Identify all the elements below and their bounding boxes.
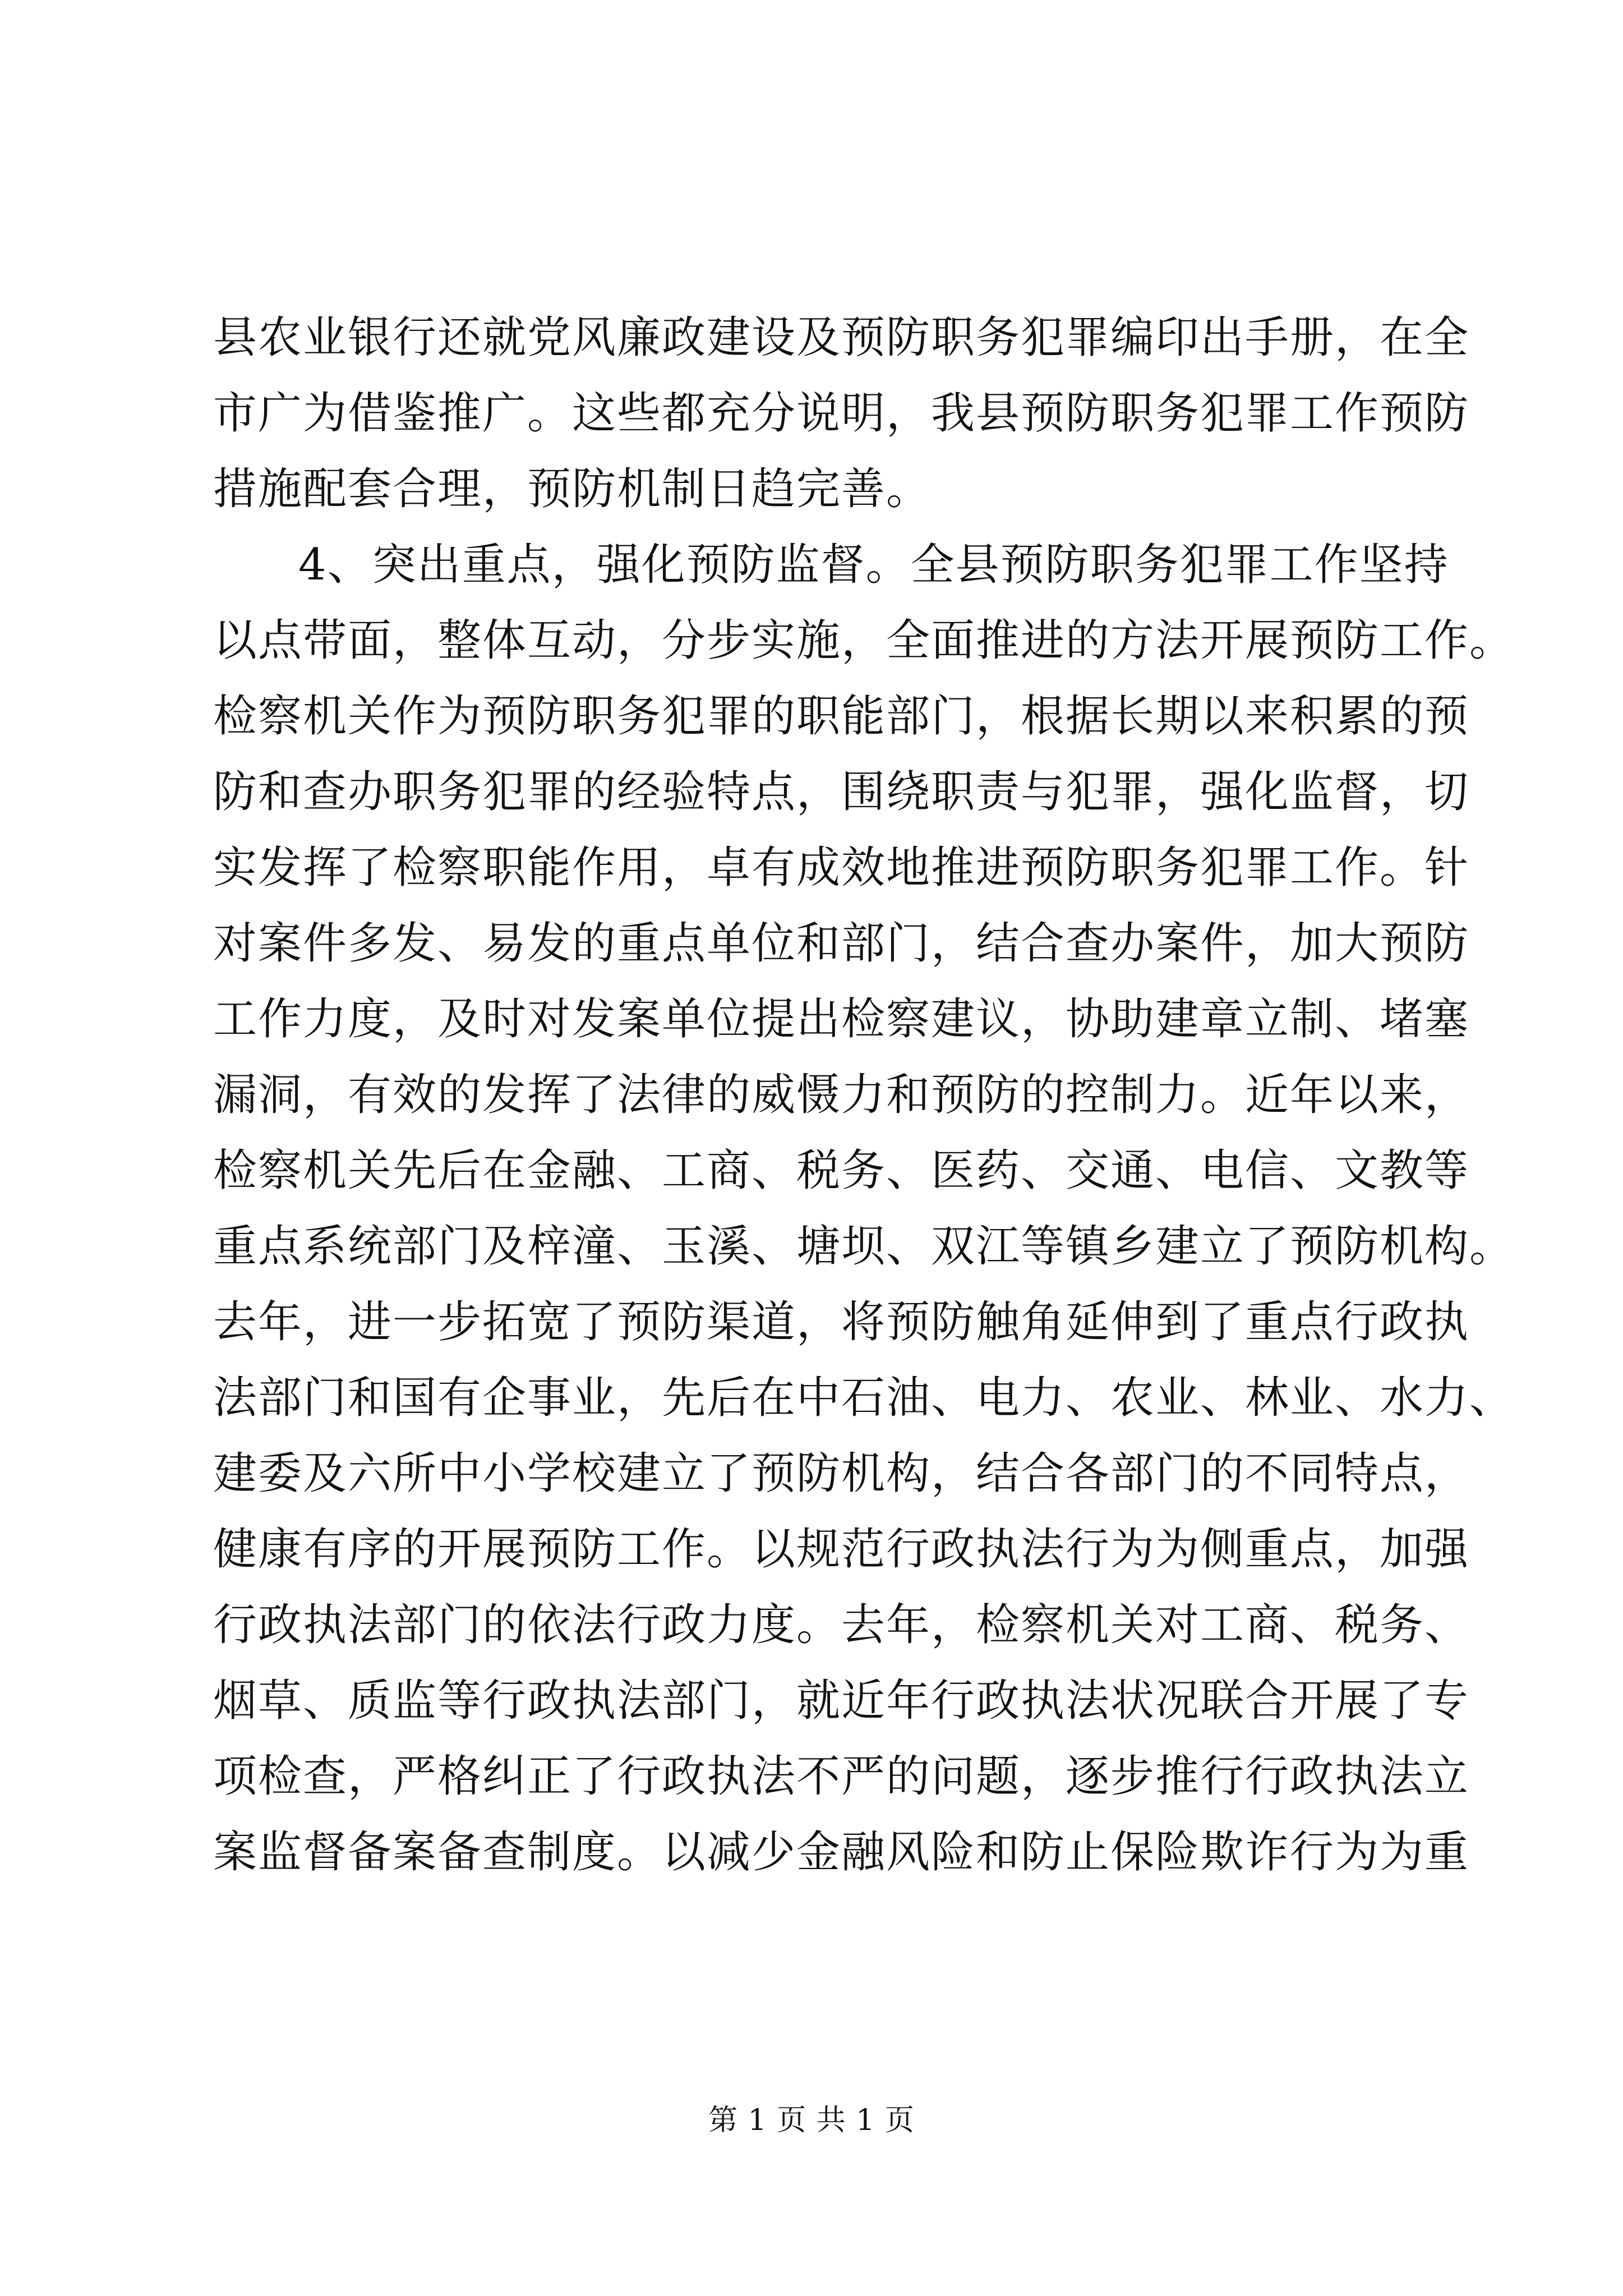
text-line: 实发挥了检察职能作用，卓有成效地推进预防职务犯罪工作。针 [213,843,1470,893]
text-line: 行政执法部门的依法行政力度。去年，检察机关对工商、税务、 [213,1600,1470,1650]
text-line: 市广为借鉴推广。这些都充分说明，我县预防职务犯罪工作预防 [213,388,1470,439]
text-line: 法部门和国有企事业，先后在中石油、电力、农业、林业、水力、 [213,1373,1515,1423]
text-line: 县农业银行还就党风廉政建设及预防职务犯罪编印出手册，在全 [213,312,1470,363]
text-line: 对案件多发、易发的重点单位和部门，结合查办案件，加大预防 [213,918,1470,969]
page-number-label: 第 1 页 共 1 页 [708,2104,915,2137]
text-line: 检察机关先后在金融、工商、税务、医药、交通、电信、文教等 [213,1145,1470,1196]
text-line: 去年，进一步拓宽了预防渠道，将预防触角延伸到了重点行政执 [213,1297,1470,1347]
text-line: 案监督备案备查制度。以减少金融风险和防止保险欺诈行为为重 [213,1827,1470,1878]
text-line: 工作力度，及时对发案单位提出检察建议，协助建章立制、堵塞 [213,994,1470,1045]
text-line: 措施配套合理，预防机制日趋完善。 [213,464,932,514]
text-line: 漏洞，有效的发挥了法律的威慑力和预防的控制力。近年以来， [213,1070,1470,1120]
text-line: 防和查办职务犯罪的经验特点，围绕职责与犯罪，强化监督，切 [213,767,1470,817]
text-line: 建委及六所中小学校建立了预防机构，结合各部门的不同特点， [213,1448,1470,1499]
text-line: 项检查，严格纠正了行政执法不严的问题，逐步推行行政执法立 [213,1751,1470,1802]
paragraph-start-line: 4、突出重点，强化预防监督。全县预防职务犯罪工作坚持 [298,540,1449,590]
text-line: 重点系统部门及梓潼、玉溪、塘坝、双江等镇乡建立了预防机构。 [213,1221,1515,1272]
text-line: 烟草、质监等行政执法部门，就近年行政执法状况联合开展了专 [213,1676,1470,1726]
text-line: 以点带面，整体互动，分步实施，全面推进的方法开展预防工作。 [213,615,1515,666]
text-line: 检察机关作为预防职务犯罪的职能部门，根据长期以来积累的预 [213,691,1470,742]
page-footer [0,2101,1623,2140]
body-text [213,300,1515,1890]
text-line: 健康有序的开展预防工作。以规范行政执法行为为侧重点，加强 [213,1524,1470,1575]
